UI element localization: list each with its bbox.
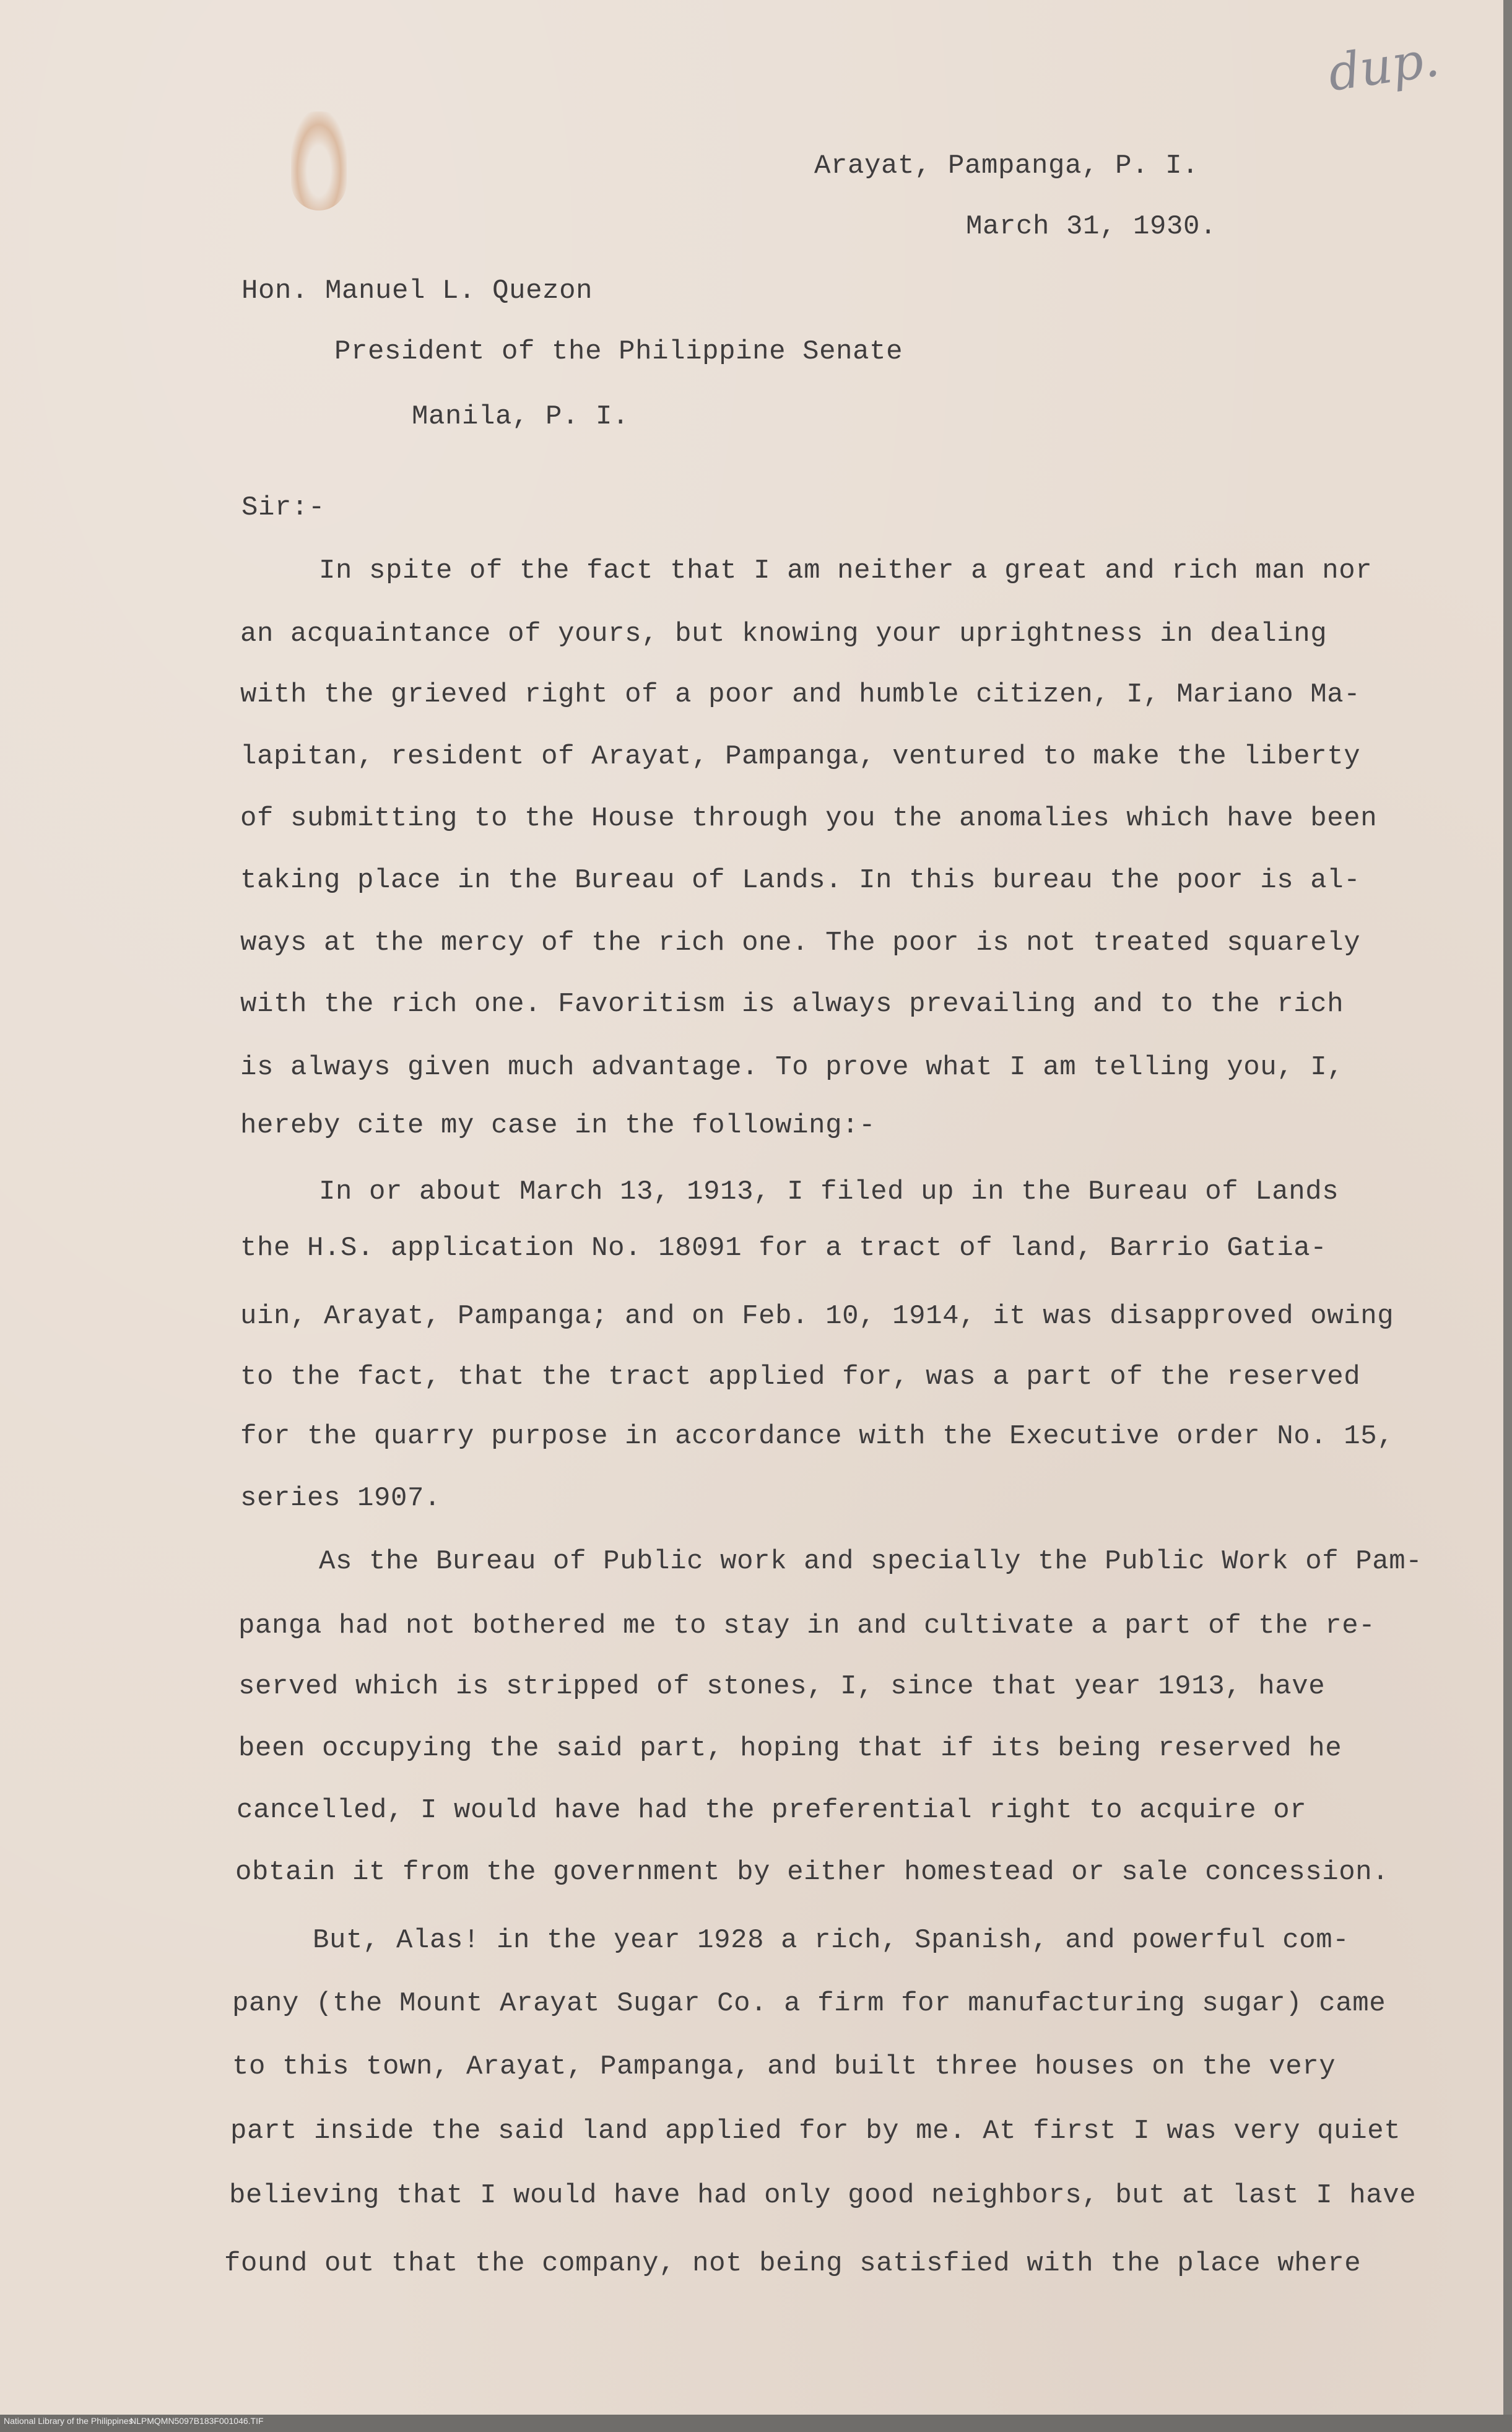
body-line: taking place in the Bureau of Lands. In this bureau the poor is al-	[240, 865, 1361, 896]
body-line: hereby cite my case in the following:-	[240, 1110, 876, 1141]
body-line: pany (the Mount Arayat Sugar Co. a firm for manufacturing sugar) came	[232, 1988, 1386, 2019]
letter-place: Arayat, Pampanga, P. I.	[814, 150, 1199, 181]
salutation: Sir:-	[241, 492, 326, 523]
footer-file-id: NLPMQMN5097B183F001046.TIF	[130, 2416, 264, 2426]
body-line: with the grieved right of a poor and humble citizen, I, Mariano Ma-	[240, 679, 1361, 710]
body-line: to the fact, that the tract applied for, was a part of the reserved	[240, 1361, 1361, 1392]
body-line: served which is stripped of stones, I, since that year 1913, have	[238, 1671, 1326, 1702]
body-line: found out that the company, not being satisfied with the place where	[224, 2248, 1362, 2279]
footer-institution: National Library of the Philippines	[4, 2416, 133, 2426]
body-line: been occupying the said part, hoping that if its being reserved he	[238, 1733, 1342, 1764]
body-line: lapitan, resident of Arayat, Pampanga, ventured to make the liberty	[240, 741, 1361, 772]
water-stain	[291, 111, 347, 211]
addressee-city: Manila, P. I.	[412, 401, 630, 432]
body-line: is always given much advantage. To prove what I am telling you, I,	[240, 1052, 1344, 1083]
addressee-title: President of the Philippine Senate	[334, 336, 903, 367]
handwritten-annotation: dup.	[1324, 29, 1443, 103]
body-line: In or about March 13, 1913, I filed up in the Bureau of Lands	[319, 1176, 1339, 1207]
letter-date: March 31, 1930.	[966, 211, 1217, 242]
body-line: part inside the said land applied for by me. At first I was very quiet	[230, 2116, 1401, 2147]
body-line: series 1907.	[240, 1483, 441, 1514]
body-line: an acquaintance of yours, but knowing your uprightness in dealing	[240, 619, 1327, 649]
body-line: panga had not bothered me to stay in and cultivate a part of the re-	[238, 1610, 1376, 1641]
body-line: In spite of the fact that I am neither a great and rich man nor	[319, 555, 1373, 586]
addressee-name: Hon. Manuel L. Quezon	[241, 276, 593, 306]
body-line: to this town, Arayat, Pampanga, and built three houses on the very	[232, 2051, 1336, 2082]
body-line: cancelled, I would have had the preferential right to acquire or	[237, 1795, 1307, 1826]
body-line: ways at the mercy of the rich one. The poor is not treated squarely	[240, 927, 1361, 958]
body-line: with the rich one. Favoritism is always prevailing and to the rich	[240, 989, 1344, 1020]
body-line: uin, Arayat, Pampanga; and on Feb. 10, 1914, it was disapproved owing	[240, 1301, 1394, 1332]
body-line: the H.S. application No. 18091 for a tract of land, Barrio Gatia-	[240, 1233, 1327, 1264]
body-line: for the quarry purpose in accordance with the Executive order No. 15,	[240, 1421, 1394, 1452]
body-line: obtain it from the government by either homestead or sale concession.	[235, 1857, 1389, 1888]
body-line: As the Bureau of Public work and specially the Public Work of Pam-	[319, 1546, 1423, 1577]
body-line: of submitting to the House through you the anomalies which have been	[240, 803, 1378, 834]
body-line: But, Alas! in the year 1928 a rich, Spanish, and powerful com-	[313, 1925, 1350, 1956]
body-line: believing that I would have had only good neighbors, but at last I have	[229, 2180, 1417, 2211]
